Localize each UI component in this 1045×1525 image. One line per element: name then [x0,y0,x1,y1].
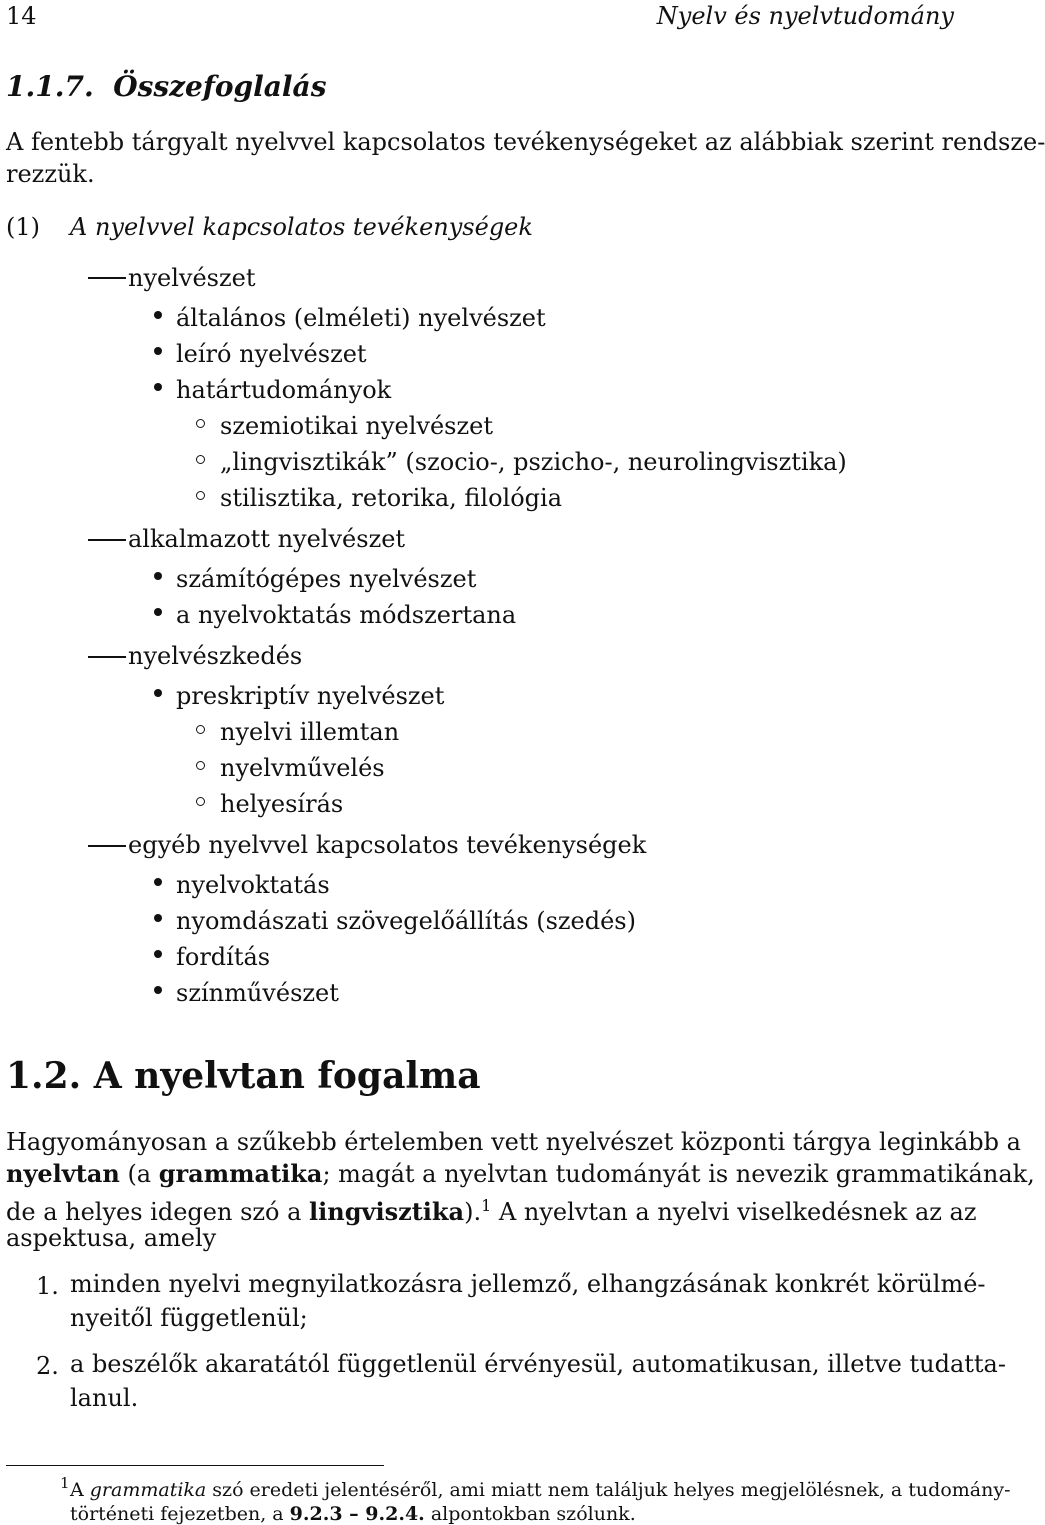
tree-item-l1: alkalmazott nyelvészet [128,525,406,553]
tree-item-l3: stilisztika, retorika, filológia [220,484,563,512]
section2-number: 1.2. [6,1055,82,1097]
para-text: de a helyes idegen szó a [6,1198,310,1226]
tree-item-l3: szemiotikai nyelvészet [220,412,493,440]
tree-item-l2: fordítás [176,943,271,971]
footnote-line-1 [70,1479,1011,1501]
intro-line-1: A fentebb tárgyalt nyelvvel kapcsolatos tevékenységeket az alábbiak szerint rendsze- [6,128,1045,156]
term-nyelvtan: nyelvtan [6,1159,120,1188]
footnote-section-ref[interactable]: 9.2.3 – 9.2.4. [289,1503,425,1525]
enum-number: 1. [36,1272,59,1300]
tree-item-l3: nyelvi illemtan [220,718,400,746]
circle-marker [196,797,205,806]
dash-marker [88,277,126,279]
tree-item-l2: számítógépes nyelvészet [176,565,477,593]
footnote-rule [6,1465,384,1466]
dash-marker [88,656,126,658]
circle-marker [196,455,205,464]
tree-item-l2: általános (elméleti) nyelvészet [176,304,546,332]
para-text: ). [464,1198,482,1226]
enum-item-1-line-1: minden nyelvi megnyilatkozásra jellemző, elhangzásának konkrét körülmé- [70,1270,986,1298]
page-number: 14 [6,2,37,30]
bullet-marker [154,914,162,922]
tree-item-l1: egyéb nyelvvel kapcsolatos tevékenységek [128,831,647,859]
term-grammatika: grammatika [158,1159,323,1188]
footnote-term: grammatika [89,1479,207,1501]
para-text: (a [119,1160,159,1188]
circle-marker [196,419,205,428]
footnote-text: szó eredeti jelentéséről, ami miatt nem találjuk helyes megjelölésnek, a tudomány- [206,1479,1011,1501]
section-heading [6,70,326,103]
tree-item-l2: nyelvoktatás [176,871,330,899]
tree-item-l3: „lingvisztikák” (szocio-, pszicho-, neurolingvisztika) [220,448,847,476]
tree-item-l2: a nyelvoktatás módszertana [176,601,517,629]
para-text: A nyelvtan a nyelvi viselkedésnek az az [491,1198,977,1226]
tree-item-l2: leíró nyelvészet [176,340,367,368]
section-title: Összefoglalás [113,70,327,103]
tree-item-l1: nyelvészkedés [128,642,303,670]
tree-item-l2: színművészet [176,979,339,1007]
para-line-4: aspektusa, amely [6,1224,217,1252]
footnote-text: alpontokban szólunk. [424,1503,636,1525]
tree-item-l2: határtudományok [176,376,392,404]
term-lingvisztika: lingvisztika [309,1197,465,1226]
intro-line-2: rezzük. [6,160,95,188]
bullet-marker [154,986,162,994]
footnote-line-2 [70,1503,636,1525]
tree-item-l3: helyesírás [220,790,344,818]
circle-marker [196,725,205,734]
footnote-number: 1 [60,1474,70,1492]
dash-marker [88,845,126,847]
circle-marker [196,491,205,500]
footnote-ref[interactable]: 1 [481,1196,492,1215]
bullet-marker [154,311,162,319]
para-line-2 [6,1158,1035,1190]
tree-item-l3: nyelvművelés [220,754,385,782]
bullet-marker [154,950,162,958]
bullet-marker [154,689,162,697]
bullet-marker [154,608,162,616]
para-text: ; magát a nyelvtan tudományát is nevezik grammatikának, [322,1160,1035,1188]
para-line-1: Hagyományosan a szűkebb értelemben vett nyelvészet központi tárgya leginkább a [6,1128,1021,1156]
section2-title: A nyelvtan fogalma [93,1055,481,1097]
enum-number: 2. [36,1352,59,1380]
example-number: (1) [6,213,40,241]
bullet-marker [154,878,162,886]
section2-heading [6,1055,481,1097]
circle-marker [196,761,205,770]
enum-item-2-line-2: lanul. [70,1384,139,1412]
footnote-text: történeti fejezetben, a [70,1503,290,1525]
tree-item-l2: preskriptív nyelvészet [176,682,445,710]
tree-item-l2: nyomdászati szövegelőállítás (szedés) [176,907,636,935]
footnote-text: A [70,1479,90,1501]
example-title: A nyelvvel kapcsolatos tevékenységek [70,213,533,241]
dash-marker [88,539,126,541]
bullet-marker [154,383,162,391]
section-number: 1.1.7. [6,70,94,103]
bullet-marker [154,347,162,355]
enum-item-2-line-1: a beszélők akaratától függetlenül érvényesül, automatikusan, illetve tudatta- [70,1350,1006,1378]
bullet-marker [154,572,162,580]
tree-item-l1: nyelvészet [128,264,256,292]
enum-item-1-line-2: nyeitől függetlenül; [70,1304,308,1332]
running-title: Nyelv és nyelvtudomány [656,2,954,30]
